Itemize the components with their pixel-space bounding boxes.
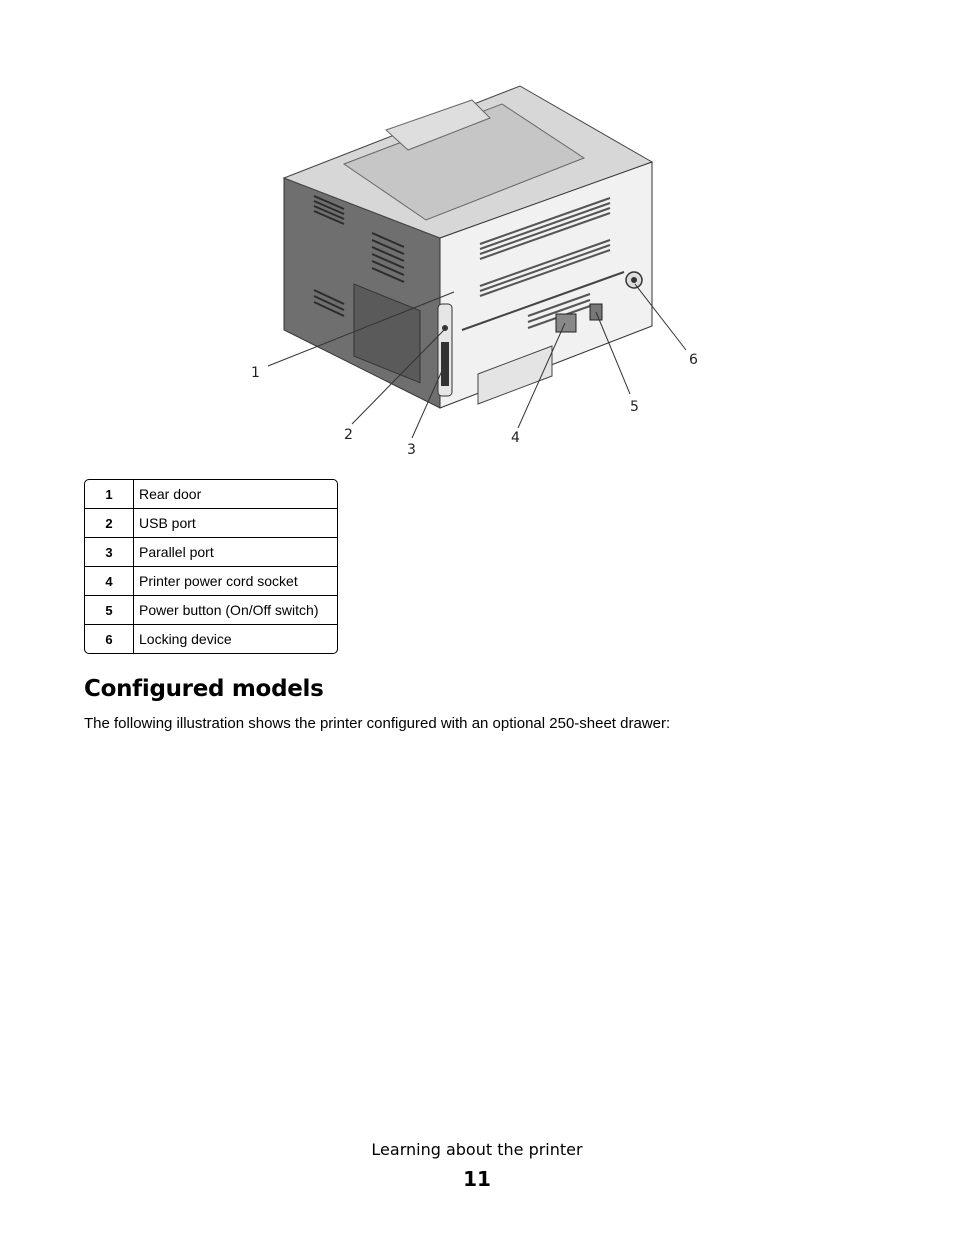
table-row [85, 480, 337, 509]
table-row [85, 567, 337, 596]
part-number: 2 [85, 509, 134, 538]
section-heading: Configured models [84, 676, 324, 702]
callout-5: 5 [630, 399, 639, 415]
part-label: Rear door [134, 480, 337, 509]
part-label: Power button (On/Off switch) [134, 596, 337, 625]
section-intro: The following illustration shows the printer configured with an optional 250-sheet drawer: [84, 715, 671, 732]
page-number: 11 [463, 1167, 491, 1191]
parts-legend-table [84, 479, 338, 654]
callout-2: 2 [344, 427, 353, 443]
callout-4: 4 [511, 430, 520, 446]
part-number: 4 [85, 567, 134, 596]
part-number: 1 [85, 480, 134, 509]
part-number: 5 [85, 596, 134, 625]
usb-port [442, 325, 448, 331]
part-label: Locking device [139, 631, 232, 647]
part-label: Printer power cord socket [134, 567, 337, 596]
part-number: 3 [85, 538, 134, 567]
lock-slot-core [631, 277, 637, 283]
part-label: USB port [134, 509, 337, 538]
callout-6: 6 [689, 352, 698, 368]
part-number: 6 [85, 625, 134, 653]
callout-1: 1 [251, 365, 260, 381]
table-row [85, 625, 337, 653]
footer-chapter-title: Learning about the printer [371, 1140, 583, 1159]
power-cord-socket [556, 314, 576, 332]
table-row [85, 596, 337, 625]
table-row [85, 538, 337, 567]
part-label: Parallel port [134, 538, 337, 567]
table-row [85, 509, 337, 538]
callout-3: 3 [407, 442, 416, 458]
printer-rear-view-figure [240, 78, 720, 462]
printer-illustration [240, 78, 720, 462]
